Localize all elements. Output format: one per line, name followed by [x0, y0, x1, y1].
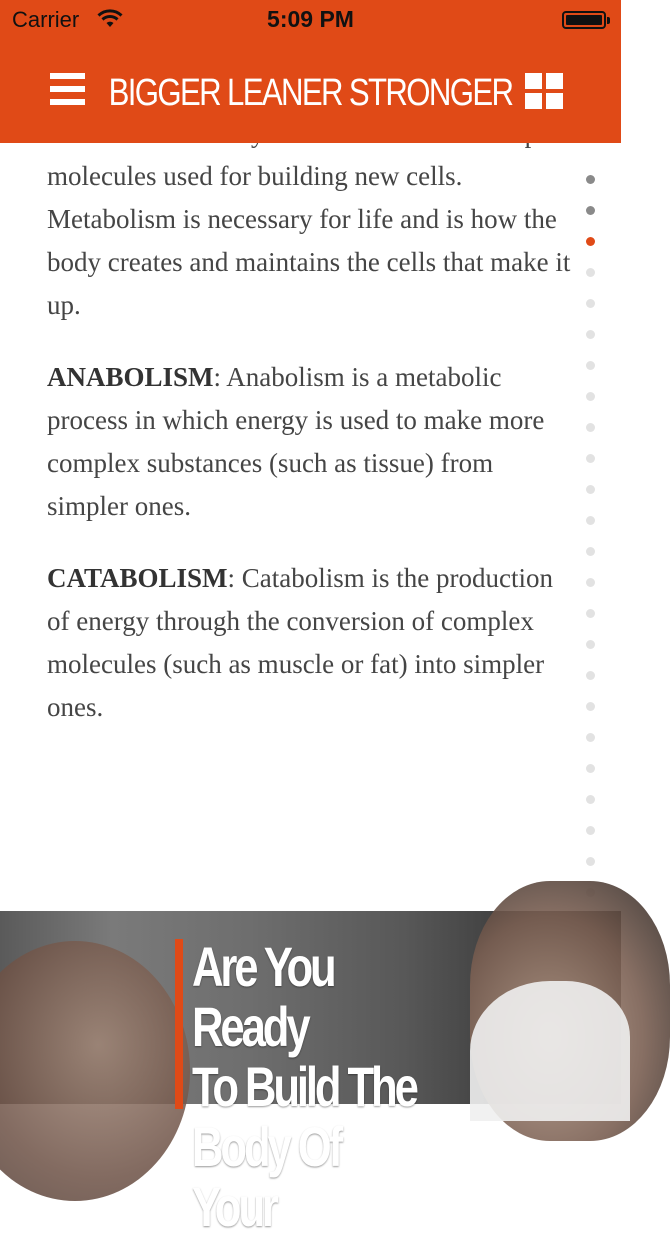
banner-accent-bar [175, 939, 183, 1109]
nav-bar [0, 40, 621, 143]
progress-dot[interactable] [586, 547, 595, 556]
grid-icon[interactable] [525, 73, 565, 111]
intro-paragraph [47, 112, 577, 327]
anabolism-definition: : Anabolism is a metabolic process in which energy is used to make more complex substances (such as tissue) from simpler ones. [47, 362, 545, 521]
status-bar [0, 0, 621, 40]
progress-dot[interactable] [586, 826, 595, 835]
anabolism-term: ANABOLISM [47, 362, 214, 392]
progress-dot[interactable] [586, 578, 595, 587]
intro-text: molecules used for building new cells. Metabolism is necessary for life and is how the body creates and maintains the cells that make it up. [47, 161, 571, 320]
progress-dot[interactable] [586, 764, 595, 773]
progress-dot[interactable] [586, 733, 595, 742]
progress-dot[interactable] [586, 268, 595, 277]
progress-dot[interactable] [586, 299, 595, 308]
article-body [47, 112, 577, 758]
progress-dot[interactable] [586, 516, 595, 525]
progress-dot[interactable] [586, 330, 595, 339]
progress-dot[interactable] [586, 206, 595, 215]
banner-headline: Are You Ready To Build The Body Of Your [192, 935, 416, 1238]
anabolism-paragraph [47, 356, 577, 528]
battery-icon [562, 11, 606, 29]
progress-dot[interactable] [586, 640, 595, 649]
catabolism-paragraph [47, 557, 577, 729]
app-title: BIGGER LEANER STRONGER [108, 72, 513, 114]
carrier-label: Carrier [12, 7, 80, 32]
progress-dot[interactable] [586, 795, 595, 804]
catabolism-definition: : Catabolism is the production of energy through the conversion of complex molecules (such as muscle or fat) into simpler ones. [47, 563, 553, 722]
progress-dot[interactable] [586, 702, 595, 711]
progress-dot[interactable] [586, 454, 595, 463]
progress-dot[interactable] [586, 175, 595, 184]
clock: 5:09 PM [267, 6, 354, 32]
banner-photo-top [470, 981, 630, 1121]
progress-dot[interactable] [586, 423, 595, 432]
progress-dot[interactable] [586, 361, 595, 370]
banner-photo-left [0, 941, 190, 1201]
progress-dot[interactable] [586, 485, 595, 494]
progress-dot[interactable] [586, 671, 595, 680]
progress-dot[interactable] [586, 237, 595, 246]
progress-dot[interactable] [586, 392, 595, 401]
progress-dot[interactable] [586, 857, 595, 866]
catabolism-term: CATABOLISM [47, 563, 228, 593]
top-bar [0, 0, 621, 143]
promo-banner[interactable] [0, 911, 621, 1238]
progress-dot[interactable] [586, 609, 595, 618]
